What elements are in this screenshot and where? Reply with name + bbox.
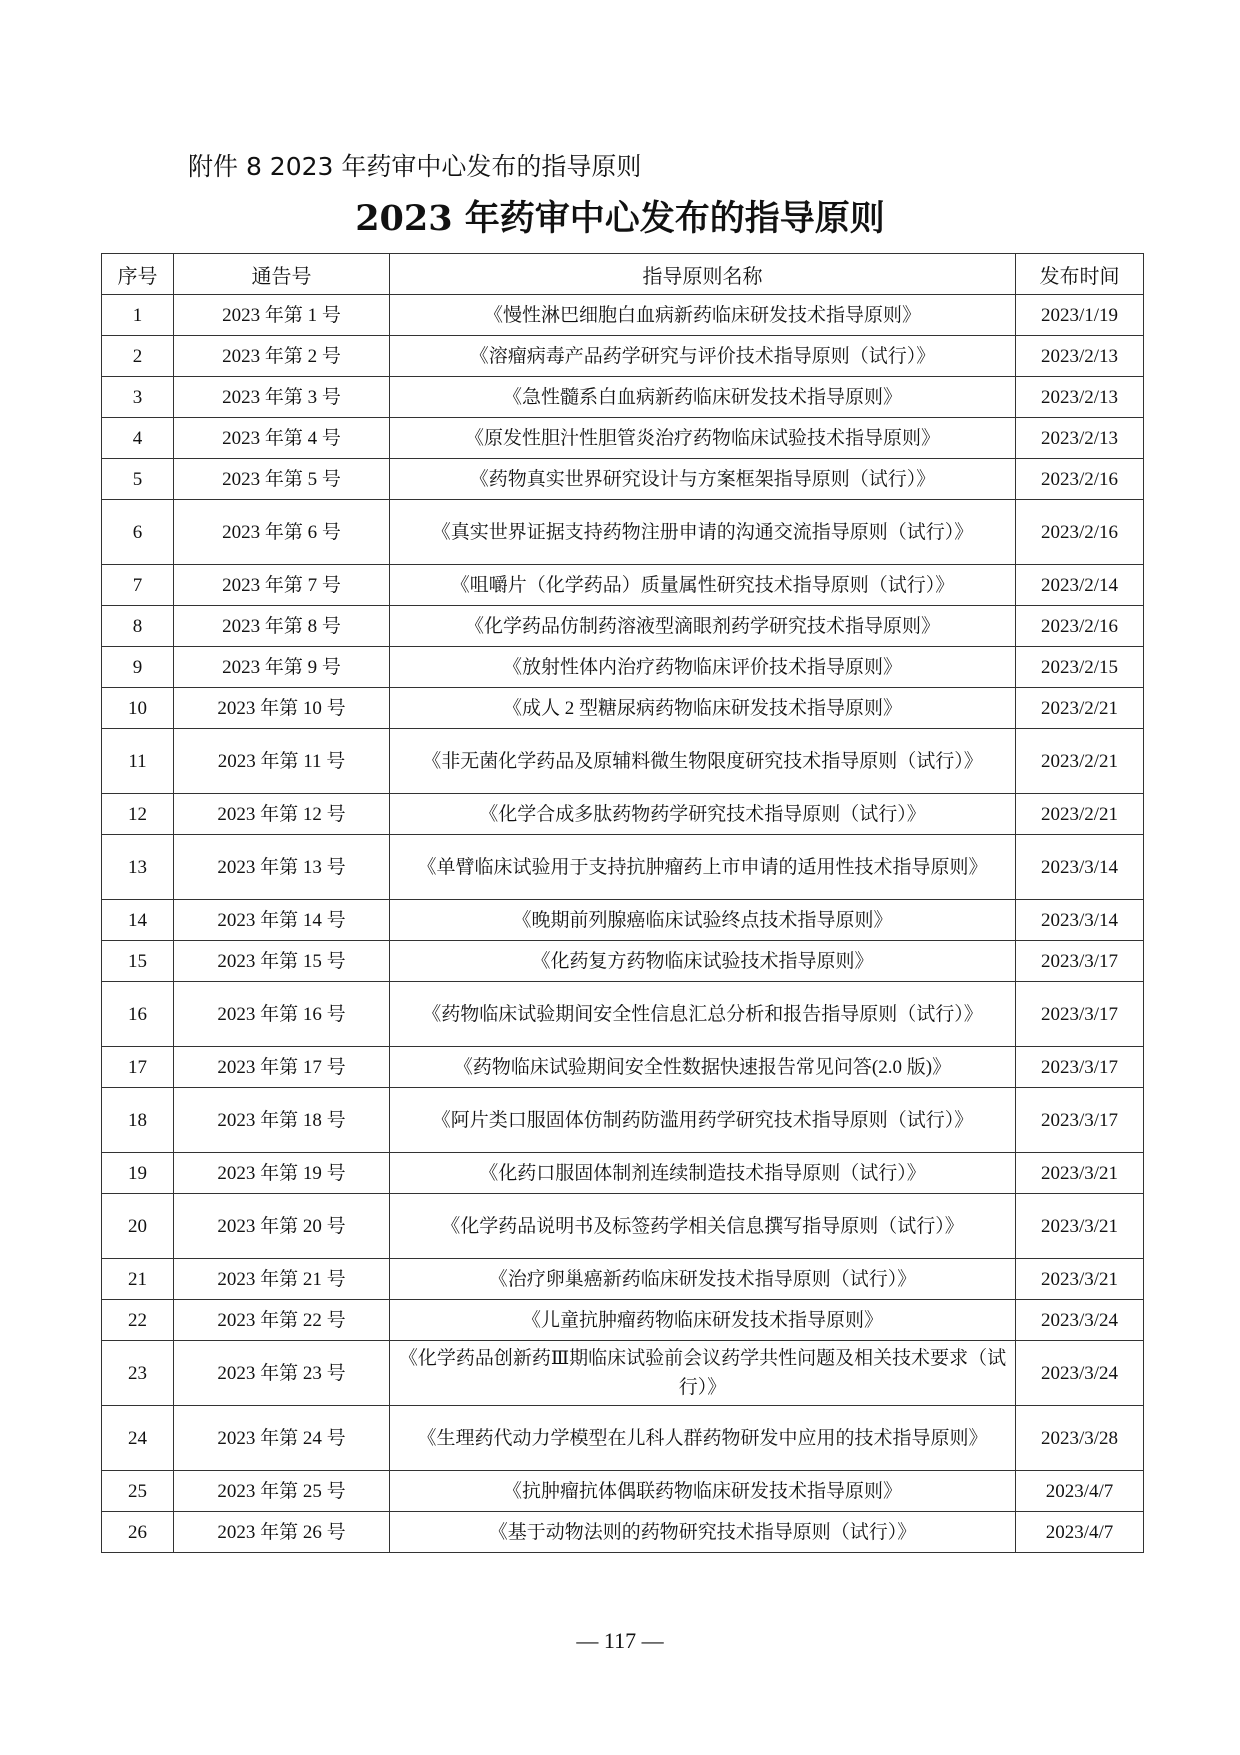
cell-notice: 2023 年第 4 号: [174, 418, 390, 459]
table-row: [102, 1406, 1144, 1471]
cell-notice: 2023 年第 22 号: [174, 1300, 390, 1341]
cell-date: 2023/3/17: [1016, 1047, 1144, 1088]
header-notice: 通告号: [174, 254, 390, 295]
page-number: — 117 —: [576, 1628, 664, 1653]
table-row: [102, 1341, 1144, 1406]
cell-notice: 2023 年第 13 号: [174, 835, 390, 900]
cell-date: 2023/3/21: [1016, 1194, 1144, 1259]
cell-date: 2023/3/24: [1016, 1300, 1144, 1341]
cell-date: 2023/1/19: [1016, 295, 1144, 336]
guideline-table: [101, 253, 1144, 1553]
table-row: [102, 1512, 1144, 1553]
cell-notice: 2023 年第 16 号: [174, 982, 390, 1047]
cell-serial: 7: [102, 565, 174, 606]
cell-guideline-name: 《化学药品创新药Ⅲ期临床试验前会议药学共性问题及相关技术要求（试行）》: [390, 1341, 1016, 1406]
cell-date: 2023/2/13: [1016, 377, 1144, 418]
table-row: [102, 295, 1144, 336]
cell-date: 2023/3/24: [1016, 1341, 1144, 1406]
cell-date: 2023/2/16: [1016, 500, 1144, 565]
cell-notice: 2023 年第 3 号: [174, 377, 390, 418]
cell-notice: 2023 年第 1 号: [174, 295, 390, 336]
cell-date: 2023/3/17: [1016, 982, 1144, 1047]
cell-guideline-name: 《儿童抗肿瘤药物临床研发技术指导原则》: [390, 1300, 1016, 1341]
cell-date: 2023/2/21: [1016, 794, 1144, 835]
cell-serial: 26: [102, 1512, 174, 1553]
cell-date: 2023/2/16: [1016, 459, 1144, 500]
cell-serial: 17: [102, 1047, 174, 1088]
cell-guideline-name: 《药物临床试验期间安全性信息汇总分析和报告指导原则（试行）》: [390, 982, 1016, 1047]
cell-notice: 2023 年第 24 号: [174, 1406, 390, 1471]
cell-notice: 2023 年第 20 号: [174, 1194, 390, 1259]
cell-guideline-name: 《化学药品仿制药溶液型滴眼剂药学研究技术指导原则》: [390, 606, 1016, 647]
cell-serial: 14: [102, 900, 174, 941]
attachment-label: 附件 8 2023 年药审中心发布的指导原则: [188, 152, 642, 181]
table-row: [102, 688, 1144, 729]
cell-guideline-name: 《化药复方药物临床试验技术指导原则》: [390, 941, 1016, 982]
table-row: [102, 1300, 1144, 1341]
cell-notice: 2023 年第 5 号: [174, 459, 390, 500]
table-row: [102, 900, 1144, 941]
cell-guideline-name: 《真实世界证据支持药物注册申请的沟通交流指导原则（试行）》: [390, 500, 1016, 565]
cell-serial: 21: [102, 1259, 174, 1300]
cell-guideline-name: 《药物临床试验期间安全性数据快速报告常见问答(2.0 版)》: [390, 1047, 1016, 1088]
cell-date: 2023/3/14: [1016, 900, 1144, 941]
cell-serial: 25: [102, 1471, 174, 1512]
cell-guideline-name: 《化药口服固体制剂连续制造技术指导原则（试行）》: [390, 1153, 1016, 1194]
cell-date: 2023/3/14: [1016, 835, 1144, 900]
cell-notice: 2023 年第 2 号: [174, 336, 390, 377]
cell-date: 2023/2/21: [1016, 688, 1144, 729]
table-row: [102, 1047, 1144, 1088]
cell-notice: 2023 年第 21 号: [174, 1259, 390, 1300]
cell-date: 2023/2/21: [1016, 729, 1144, 794]
cell-guideline-name: 《化学药品说明书及标签药学相关信息撰写指导原则（试行）》: [390, 1194, 1016, 1259]
cell-guideline-name: 《非无菌化学药品及原辅料微生物限度研究技术指导原则（试行）》: [390, 729, 1016, 794]
cell-serial: 6: [102, 500, 174, 565]
cell-date: 2023/2/14: [1016, 565, 1144, 606]
table-row: [102, 1194, 1144, 1259]
cell-notice: 2023 年第 7 号: [174, 565, 390, 606]
table-row: [102, 377, 1144, 418]
cell-notice: 2023 年第 17 号: [174, 1047, 390, 1088]
table-row: [102, 1259, 1144, 1300]
cell-date: 2023/4/7: [1016, 1512, 1144, 1553]
cell-guideline-name: 《治疗卵巢癌新药临床研发技术指导原则（试行）》: [390, 1259, 1016, 1300]
cell-serial: 20: [102, 1194, 174, 1259]
table-row: [102, 606, 1144, 647]
cell-guideline-name: 《原发性胆汁性胆管炎治疗药物临床试验技术指导原则》: [390, 418, 1016, 459]
cell-notice: 2023 年第 23 号: [174, 1341, 390, 1406]
cell-serial: 10: [102, 688, 174, 729]
table-row: [102, 1153, 1144, 1194]
cell-guideline-name: 《放射性体内治疗药物临床评价技术指导原则》: [390, 647, 1016, 688]
cell-notice: 2023 年第 6 号: [174, 500, 390, 565]
table-row: [102, 729, 1144, 794]
cell-serial: 2: [102, 336, 174, 377]
cell-guideline-name: 《晚期前列腺癌临床试验终点技术指导原则》: [390, 900, 1016, 941]
document-title: 2023 年药审中心发布的指导原则: [355, 198, 885, 239]
cell-guideline-name: 《生理药代动力学模型在儿科人群药物研发中应用的技术指导原则》: [390, 1406, 1016, 1471]
cell-serial: 1: [102, 295, 174, 336]
cell-guideline-name: 《溶瘤病毒产品药学研究与评价技术指导原则（试行）》: [390, 336, 1016, 377]
cell-notice: 2023 年第 14 号: [174, 900, 390, 941]
cell-notice: 2023 年第 18 号: [174, 1088, 390, 1153]
cell-guideline-name: 《急性髓系白血病新药临床研发技术指导原则》: [390, 377, 1016, 418]
header-guideline-name: 指导原则名称: [390, 254, 1016, 295]
cell-date: 2023/2/15: [1016, 647, 1144, 688]
cell-notice: 2023 年第 19 号: [174, 1153, 390, 1194]
cell-guideline-name: 《阿片类口服固体仿制药防滥用药学研究技术指导原则（试行）》: [390, 1088, 1016, 1153]
table-row: [102, 941, 1144, 982]
cell-notice: 2023 年第 15 号: [174, 941, 390, 982]
cell-date: 2023/4/7: [1016, 1471, 1144, 1512]
cell-guideline-name: 《成人 2 型糖尿病药物临床研发技术指导原则》: [390, 688, 1016, 729]
cell-guideline-name: 《抗肿瘤抗体偶联药物临床研发技术指导原则》: [390, 1471, 1016, 1512]
header-serial: 序号: [102, 254, 174, 295]
cell-notice: 2023 年第 10 号: [174, 688, 390, 729]
cell-notice: 2023 年第 26 号: [174, 1512, 390, 1553]
cell-serial: 15: [102, 941, 174, 982]
cell-serial: 13: [102, 835, 174, 900]
cell-date: 2023/3/21: [1016, 1153, 1144, 1194]
table-row: [102, 418, 1144, 459]
cell-date: 2023/3/21: [1016, 1259, 1144, 1300]
cell-serial: 16: [102, 982, 174, 1047]
cell-serial: 8: [102, 606, 174, 647]
table-row: [102, 982, 1144, 1047]
cell-serial: 24: [102, 1406, 174, 1471]
cell-notice: 2023 年第 12 号: [174, 794, 390, 835]
table-row: [102, 647, 1144, 688]
cell-date: 2023/3/17: [1016, 1088, 1144, 1153]
cell-serial: 12: [102, 794, 174, 835]
table-row: [102, 1088, 1144, 1153]
cell-date: 2023/3/28: [1016, 1406, 1144, 1471]
cell-date: 2023/2/16: [1016, 606, 1144, 647]
cell-guideline-name: 《基于动物法则的药物研究技术指导原则（试行）》: [390, 1512, 1016, 1553]
table-row: [102, 794, 1144, 835]
cell-guideline-name: 《药物真实世界研究设计与方案框架指导原则（试行）》: [390, 459, 1016, 500]
cell-notice: 2023 年第 8 号: [174, 606, 390, 647]
cell-date: 2023/3/17: [1016, 941, 1144, 982]
cell-serial: 19: [102, 1153, 174, 1194]
table-row: [102, 565, 1144, 606]
table-row: [102, 1471, 1144, 1512]
table-row: [102, 500, 1144, 565]
header-release-date: 发布时间: [1016, 254, 1144, 295]
cell-serial: 4: [102, 418, 174, 459]
cell-serial: 9: [102, 647, 174, 688]
table-header-row: [102, 254, 1144, 295]
cell-date: 2023/2/13: [1016, 336, 1144, 377]
cell-serial: 11: [102, 729, 174, 794]
cell-serial: 3: [102, 377, 174, 418]
cell-notice: 2023 年第 11 号: [174, 729, 390, 794]
cell-notice: 2023 年第 9 号: [174, 647, 390, 688]
cell-guideline-name: 《化学合成多肽药物药学研究技术指导原则（试行）》: [390, 794, 1016, 835]
cell-date: 2023/2/13: [1016, 418, 1144, 459]
cell-serial: 18: [102, 1088, 174, 1153]
table-row: [102, 459, 1144, 500]
table-row: [102, 336, 1144, 377]
cell-guideline-name: 《单臂临床试验用于支持抗肿瘤药上市申请的适用性技术指导原则》: [390, 835, 1016, 900]
cell-serial: 23: [102, 1341, 174, 1406]
cell-serial: 22: [102, 1300, 174, 1341]
cell-guideline-name: 《咀嚼片（化学药品）质量属性研究技术指导原则（试行）》: [390, 565, 1016, 606]
cell-notice: 2023 年第 25 号: [174, 1471, 390, 1512]
cell-serial: 5: [102, 459, 174, 500]
table-row: [102, 835, 1144, 900]
cell-guideline-name: 《慢性淋巴细胞白血病新药临床研发技术指导原则》: [390, 295, 1016, 336]
